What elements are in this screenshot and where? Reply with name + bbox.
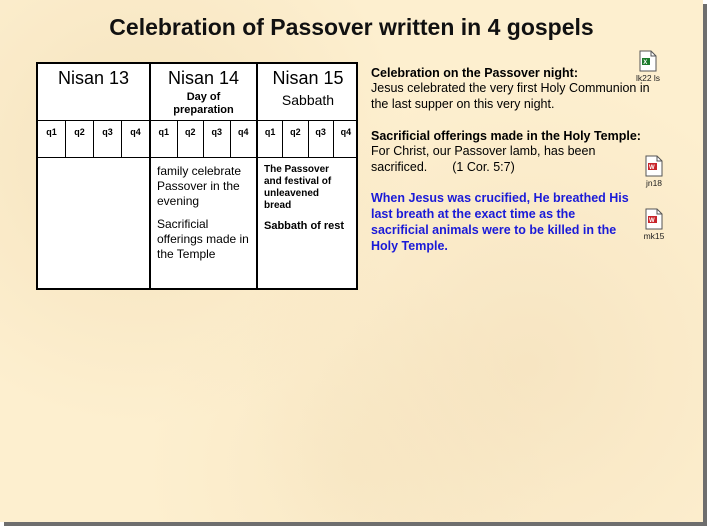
cell-text: The Passover and festival of unleavened bread <box>264 164 332 211</box>
quarter-label: q3 <box>93 121 121 157</box>
word-doc-icon[interactable] <box>632 208 676 241</box>
nisan-15-column <box>256 64 358 288</box>
cell-text: family celebrate Passover in the evening <box>157 164 242 208</box>
offerings-quote: For Christ, our Passover lamb, has been sacrificed. <box>371 144 596 174</box>
quarter-label: q3 <box>203 121 230 157</box>
quarter-label: q3 <box>308 121 333 157</box>
quarter-label: q1 <box>264 127 276 137</box>
day-label: Nisan 13 <box>57 68 130 88</box>
quarter-label: q2 <box>177 121 204 157</box>
svg-text:W: W <box>649 218 655 224</box>
quarter-label: q1 <box>158 127 169 137</box>
offerings-heading: Sacrificial offerings made in the Holy Temple: <box>371 129 641 143</box>
icon-label: jn18 <box>645 178 663 188</box>
quarter-label: q1 <box>46 127 57 137</box>
cell-body <box>157 164 252 270</box>
svg-text:W: W <box>649 165 655 171</box>
day-sublabel: Sabbath <box>281 92 335 108</box>
cell-body <box>264 164 354 240</box>
icon-label: mk15 <box>643 231 665 241</box>
passover-night-text: Jesus celebrated the very first Holy Communion in the last supper on this very night. <box>371 81 650 111</box>
slide-title: Celebration of Passover written in 4 gospels <box>109 14 594 40</box>
cell-text: Sacrificial offerings made in the Temple <box>157 217 249 261</box>
offerings-text <box>371 143 631 175</box>
icon-label: lk22 ls <box>635 73 661 83</box>
svg-text:X: X <box>643 60 648 66</box>
crucifixion-highlight: When Jesus was crucified, He breathed His last breath at the exact time as the sacrificial animals were to be killed in the Holy Temple. <box>371 191 629 253</box>
nisan-14-column <box>149 64 256 288</box>
quarter-label: q4 <box>333 121 358 157</box>
quarter-label: q2 <box>282 121 307 157</box>
quarter-label: q4 <box>230 121 257 157</box>
quarter-row <box>151 120 256 158</box>
quarter-row <box>38 120 149 158</box>
quarter-row <box>258 120 358 158</box>
notes-panel <box>371 66 671 254</box>
excel-doc-icon[interactable] <box>626 50 670 83</box>
quarter-label: q2 <box>65 121 93 157</box>
quarter-label: q4 <box>121 121 149 157</box>
day-label: Nisan 15 <box>272 68 344 88</box>
nisan-13-column <box>38 64 149 288</box>
offerings-reference: (1 Cor. 5:7) <box>452 160 515 174</box>
word-doc-icon[interactable] <box>632 155 676 188</box>
nisan-table <box>36 62 358 290</box>
passover-night-heading: Celebration on the Passover night: <box>371 66 578 80</box>
day-label: Nisan 14 <box>167 68 240 88</box>
day-sublabel: Day of preparation <box>173 91 234 116</box>
cell-text: Sabbath of rest <box>264 220 345 232</box>
